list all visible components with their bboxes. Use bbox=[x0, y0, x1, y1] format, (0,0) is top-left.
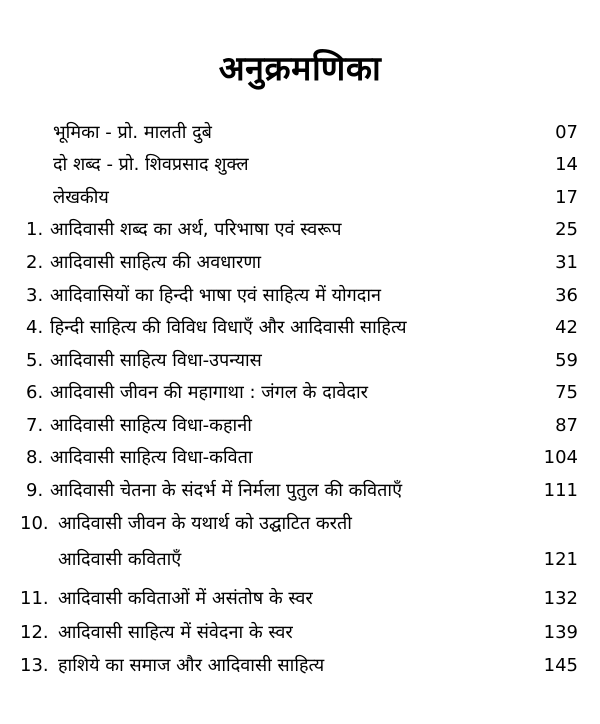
entry-number: 6. bbox=[26, 382, 44, 403]
entry-title: आदिवासी जीवन के यथार्थ को उद्घाटित करती bbox=[58, 513, 352, 534]
entry-page-number: 14 bbox=[555, 154, 578, 175]
entry-number: 13. bbox=[20, 655, 49, 676]
entry-number: 4. bbox=[26, 317, 44, 338]
entry-title: आदिवासी शब्द का अर्थ, परिभाषा एवं स्वरूप bbox=[50, 219, 342, 240]
entry-number: 7. bbox=[26, 415, 44, 436]
toc-entry bbox=[0, 281, 600, 311]
toc-entry bbox=[0, 183, 600, 213]
entry-title: लेखकीय bbox=[53, 187, 109, 208]
entry-number: 9. bbox=[26, 480, 44, 501]
entry-page-number: 07 bbox=[555, 122, 578, 143]
entry-page-number: 132 bbox=[543, 588, 578, 609]
entry-title: दो शब्द - प्रो. शिवप्रसाद शुक्ल bbox=[53, 154, 249, 175]
entry-title: हाशिये का समाज और आदिवासी साहित्य bbox=[58, 655, 325, 676]
entry-page-number: 145 bbox=[543, 655, 578, 676]
entry-page-number: 75 bbox=[555, 382, 578, 403]
toc-entry bbox=[0, 248, 600, 278]
toc-entry bbox=[0, 313, 600, 343]
entry-page-number: 59 bbox=[555, 350, 578, 371]
entry-title: आदिवासी कविताएँ bbox=[58, 549, 182, 570]
page-title: अनुक्रमणिका bbox=[218, 49, 382, 89]
entry-page-number: 121 bbox=[543, 549, 578, 570]
entry-title: आदिवासी साहित्य विधा-कहानी bbox=[50, 415, 252, 436]
toc-entry bbox=[0, 411, 600, 441]
entry-page-number: 36 bbox=[555, 285, 578, 306]
toc-entry bbox=[0, 509, 600, 539]
entry-title: आदिवासियों का हिन्दी भाषा एवं साहित्य में योगदान bbox=[50, 285, 382, 306]
toc-entry bbox=[0, 215, 600, 245]
entry-number: 8. bbox=[26, 447, 44, 468]
entry-title: भूमिका - प्रो. मालती दुबे bbox=[53, 122, 212, 143]
entry-number: 2. bbox=[26, 252, 44, 273]
entry-title: आदिवासी साहित्य की अवधारणा bbox=[50, 252, 262, 273]
entry-title: आदिवासी साहित्य विधा-उपन्यास bbox=[50, 350, 262, 371]
entry-title: आदिवासी चेतना के संदर्भ में निर्मला पुतुल की कविताएँ bbox=[50, 480, 403, 501]
entry-page-number: 139 bbox=[543, 622, 578, 643]
entry-number: 3. bbox=[26, 285, 44, 306]
toc-entry bbox=[0, 476, 600, 506]
toc-entry bbox=[0, 378, 600, 408]
toc-entry bbox=[0, 443, 600, 473]
entry-title: आदिवासी कविताओं में असंतोष के स्वर bbox=[58, 588, 313, 609]
toc-entry bbox=[0, 118, 600, 148]
entry-page-number: 111 bbox=[543, 480, 578, 501]
entry-title: हिन्दी साहित्य की विविध विधाएँ और आदिवासी साहित्य bbox=[50, 317, 407, 338]
entry-number: 12. bbox=[20, 622, 49, 643]
toc-entry bbox=[0, 618, 600, 648]
toc-entry bbox=[0, 150, 600, 180]
entry-number: 1. bbox=[26, 219, 44, 240]
entry-title: आदिवासी जीवन की महागाथा : जंगल के दावेदार bbox=[50, 382, 369, 403]
toc-entry bbox=[0, 651, 600, 681]
entry-page-number: 42 bbox=[555, 317, 578, 338]
entry-page-number: 87 bbox=[555, 415, 578, 436]
entry-page-number: 25 bbox=[555, 219, 578, 240]
entry-title: आदिवासी साहित्य विधा-कविता bbox=[50, 447, 253, 468]
entry-number: 5. bbox=[26, 350, 44, 371]
toc-entry bbox=[0, 346, 600, 376]
entry-number: 10. bbox=[20, 513, 49, 534]
entry-title: आदिवासी साहित्य में संवेदना के स्वर bbox=[58, 622, 293, 643]
entry-page-number: 17 bbox=[555, 187, 578, 208]
toc-entry bbox=[0, 545, 600, 575]
entry-page-number: 31 bbox=[555, 252, 578, 273]
entry-page-number: 104 bbox=[543, 447, 578, 468]
toc-entry bbox=[0, 584, 600, 614]
entry-number: 11. bbox=[20, 588, 49, 609]
